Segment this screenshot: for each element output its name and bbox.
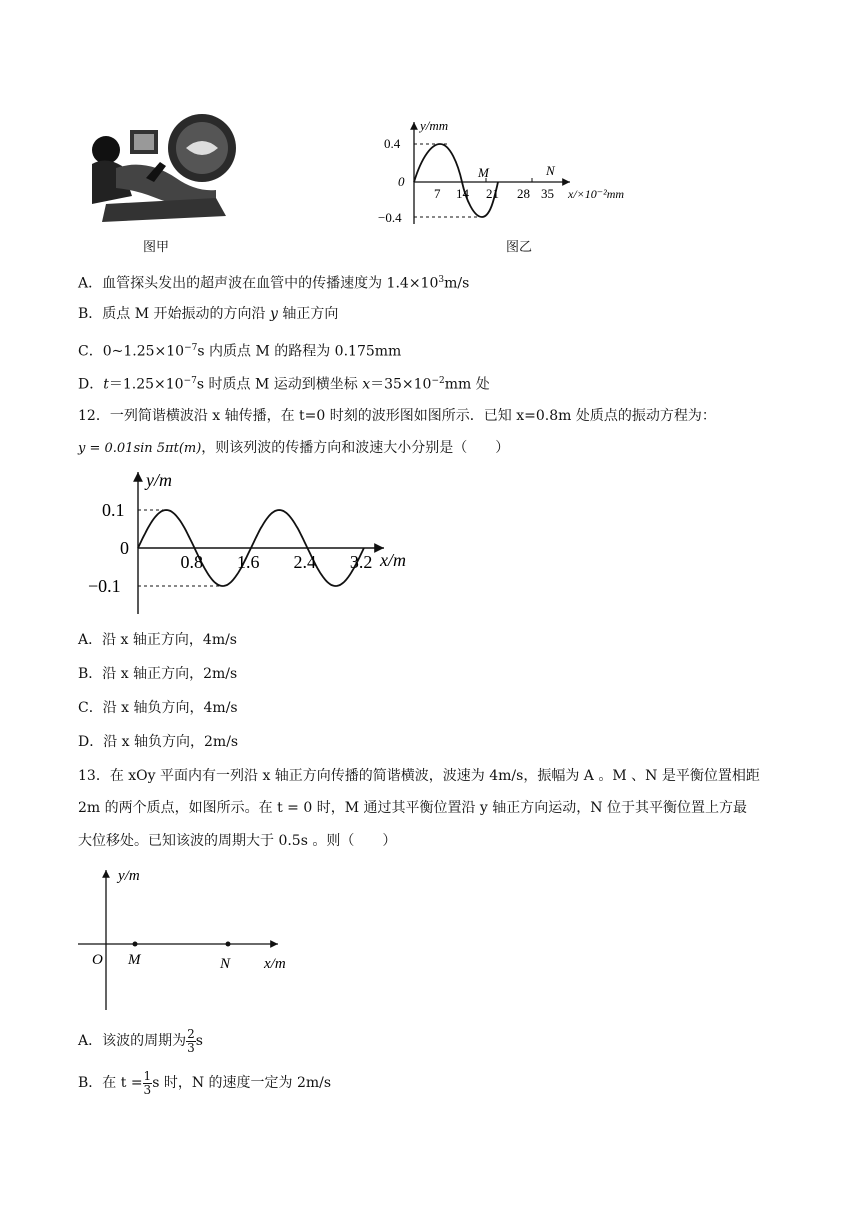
- graph-tick-35: 35: [541, 186, 554, 201]
- q13-stem-line3: 大位移处。已知该波的周期大于 0.5s 。则（ ）: [78, 833, 397, 849]
- q13-option-a: A．该波的周期为 $\frac{2}{3}$ s: [78, 1026, 203, 1055]
- wave-curve: [414, 144, 498, 217]
- q11-option-d: D．$t=1.25\times 10^{-7}s$ 时质点 M 运动到横坐标 $x=35\times 10^{-2}mm$ 处: [78, 376, 490, 393]
- q12-x-tick-label: 0.8: [180, 552, 203, 572]
- caption-left: 图甲: [143, 240, 170, 255]
- q13-stem-line1: 13．在 xOy 平面内有一列沿 x 轴正方向传播的简谐横波，波速为 4m/s，振幅为 A 。M 、N 是平衡位置相距: [78, 768, 760, 784]
- q13-option-b-fraction: $\frac{1}{3}$: [143, 1068, 152, 1097]
- q12-option-d: D．沿 x 轴负方向，2m/s: [78, 734, 239, 750]
- q13-option-a-fraction: $\frac{2}{3}$: [187, 1026, 195, 1055]
- graph-y-bottom: −0.4: [378, 210, 402, 225]
- graph-tick-14: 14: [456, 186, 469, 201]
- q11-option-c: C．$0\sim 1.25\times 10^{-7}s$ 内质点 M 的路程为 0.175mm: [78, 343, 402, 360]
- q11-option-a: A．血管探头发出的超声波在血管中的传播速度为 $1.4\times 10^3m/s$: [78, 275, 470, 292]
- graph-y-zero: 0: [398, 174, 405, 189]
- q12-x-tick-label: 1.6: [236, 552, 260, 572]
- graph-ylabel: y/mm: [420, 118, 449, 133]
- q12-xlabel: x/m: [380, 550, 406, 570]
- graph-tick-21: 21: [486, 186, 499, 201]
- wave-graph-figure: [362, 116, 652, 232]
- graph-tick-7: 7: [434, 186, 441, 201]
- q13-xlabel: x/m: [264, 956, 286, 972]
- q13-ylabel: y/m: [118, 868, 140, 884]
- q13-origin-label: O: [92, 952, 103, 968]
- q12-wave-chart: [84, 466, 424, 618]
- photo-figure: [86, 108, 236, 232]
- graph-xlabel: x/×10⁻²mm: [568, 187, 625, 201]
- q12-x-tick-label: 2.4: [293, 552, 316, 572]
- q12-y-bottom: −0.1: [88, 576, 121, 596]
- q12-option-a: A．沿 x 轴正方向，4m/s: [78, 632, 237, 648]
- q13-stem-line2: 2m 的两个质点，如图所示。在 t = 0 时，M 通过其平衡位置沿 y 轴正方向运动，N 位于其平衡位置上方最: [78, 800, 747, 816]
- q13-point-n: [226, 942, 231, 947]
- q12-option-b: B．沿 x 轴正方向，2m/s: [78, 666, 238, 682]
- q12-equation: y = 0.01sin 5πt(m): [78, 441, 202, 456]
- q13-option-b: B．在 t = $\frac{1}{3}$ s 时，N 的速度一定为 2m/s: [78, 1068, 332, 1097]
- q13-point-m: [133, 942, 138, 947]
- q13-figure: [78, 866, 308, 1012]
- q12-x-tick-label: 3.2: [349, 552, 373, 572]
- q12-stem-line2: y = 0.01sin 5πt(m)，则该列波的传播方向和波速大小分别是（ ）: [78, 440, 510, 456]
- graph-tick-28: 28: [517, 186, 530, 201]
- q12-option-c: C．沿 x 轴负方向，4m/s: [78, 700, 238, 716]
- q12-y-zero: 0: [120, 538, 129, 558]
- q12-ylabel: y/m: [146, 470, 172, 490]
- q12-stem-line1: 12．一列简谐横波沿 x 轴传播，在 t=0 时刻的波形图如图所示．已知 x=0.8m 处质点的振动方程为：: [78, 408, 716, 424]
- q12-y-top: 0.1: [102, 500, 125, 520]
- caption-right: 图乙: [506, 240, 533, 255]
- graph-point-m: M: [478, 165, 489, 180]
- q11-option-b: B．质点 M 开始振动的方向沿 y 轴正方向: [78, 306, 339, 322]
- graph-point-n: N: [546, 163, 555, 178]
- q13-m-label: M: [128, 952, 141, 968]
- q13-n-label: N: [220, 956, 231, 972]
- graph-y-top: 0.4: [384, 136, 401, 151]
